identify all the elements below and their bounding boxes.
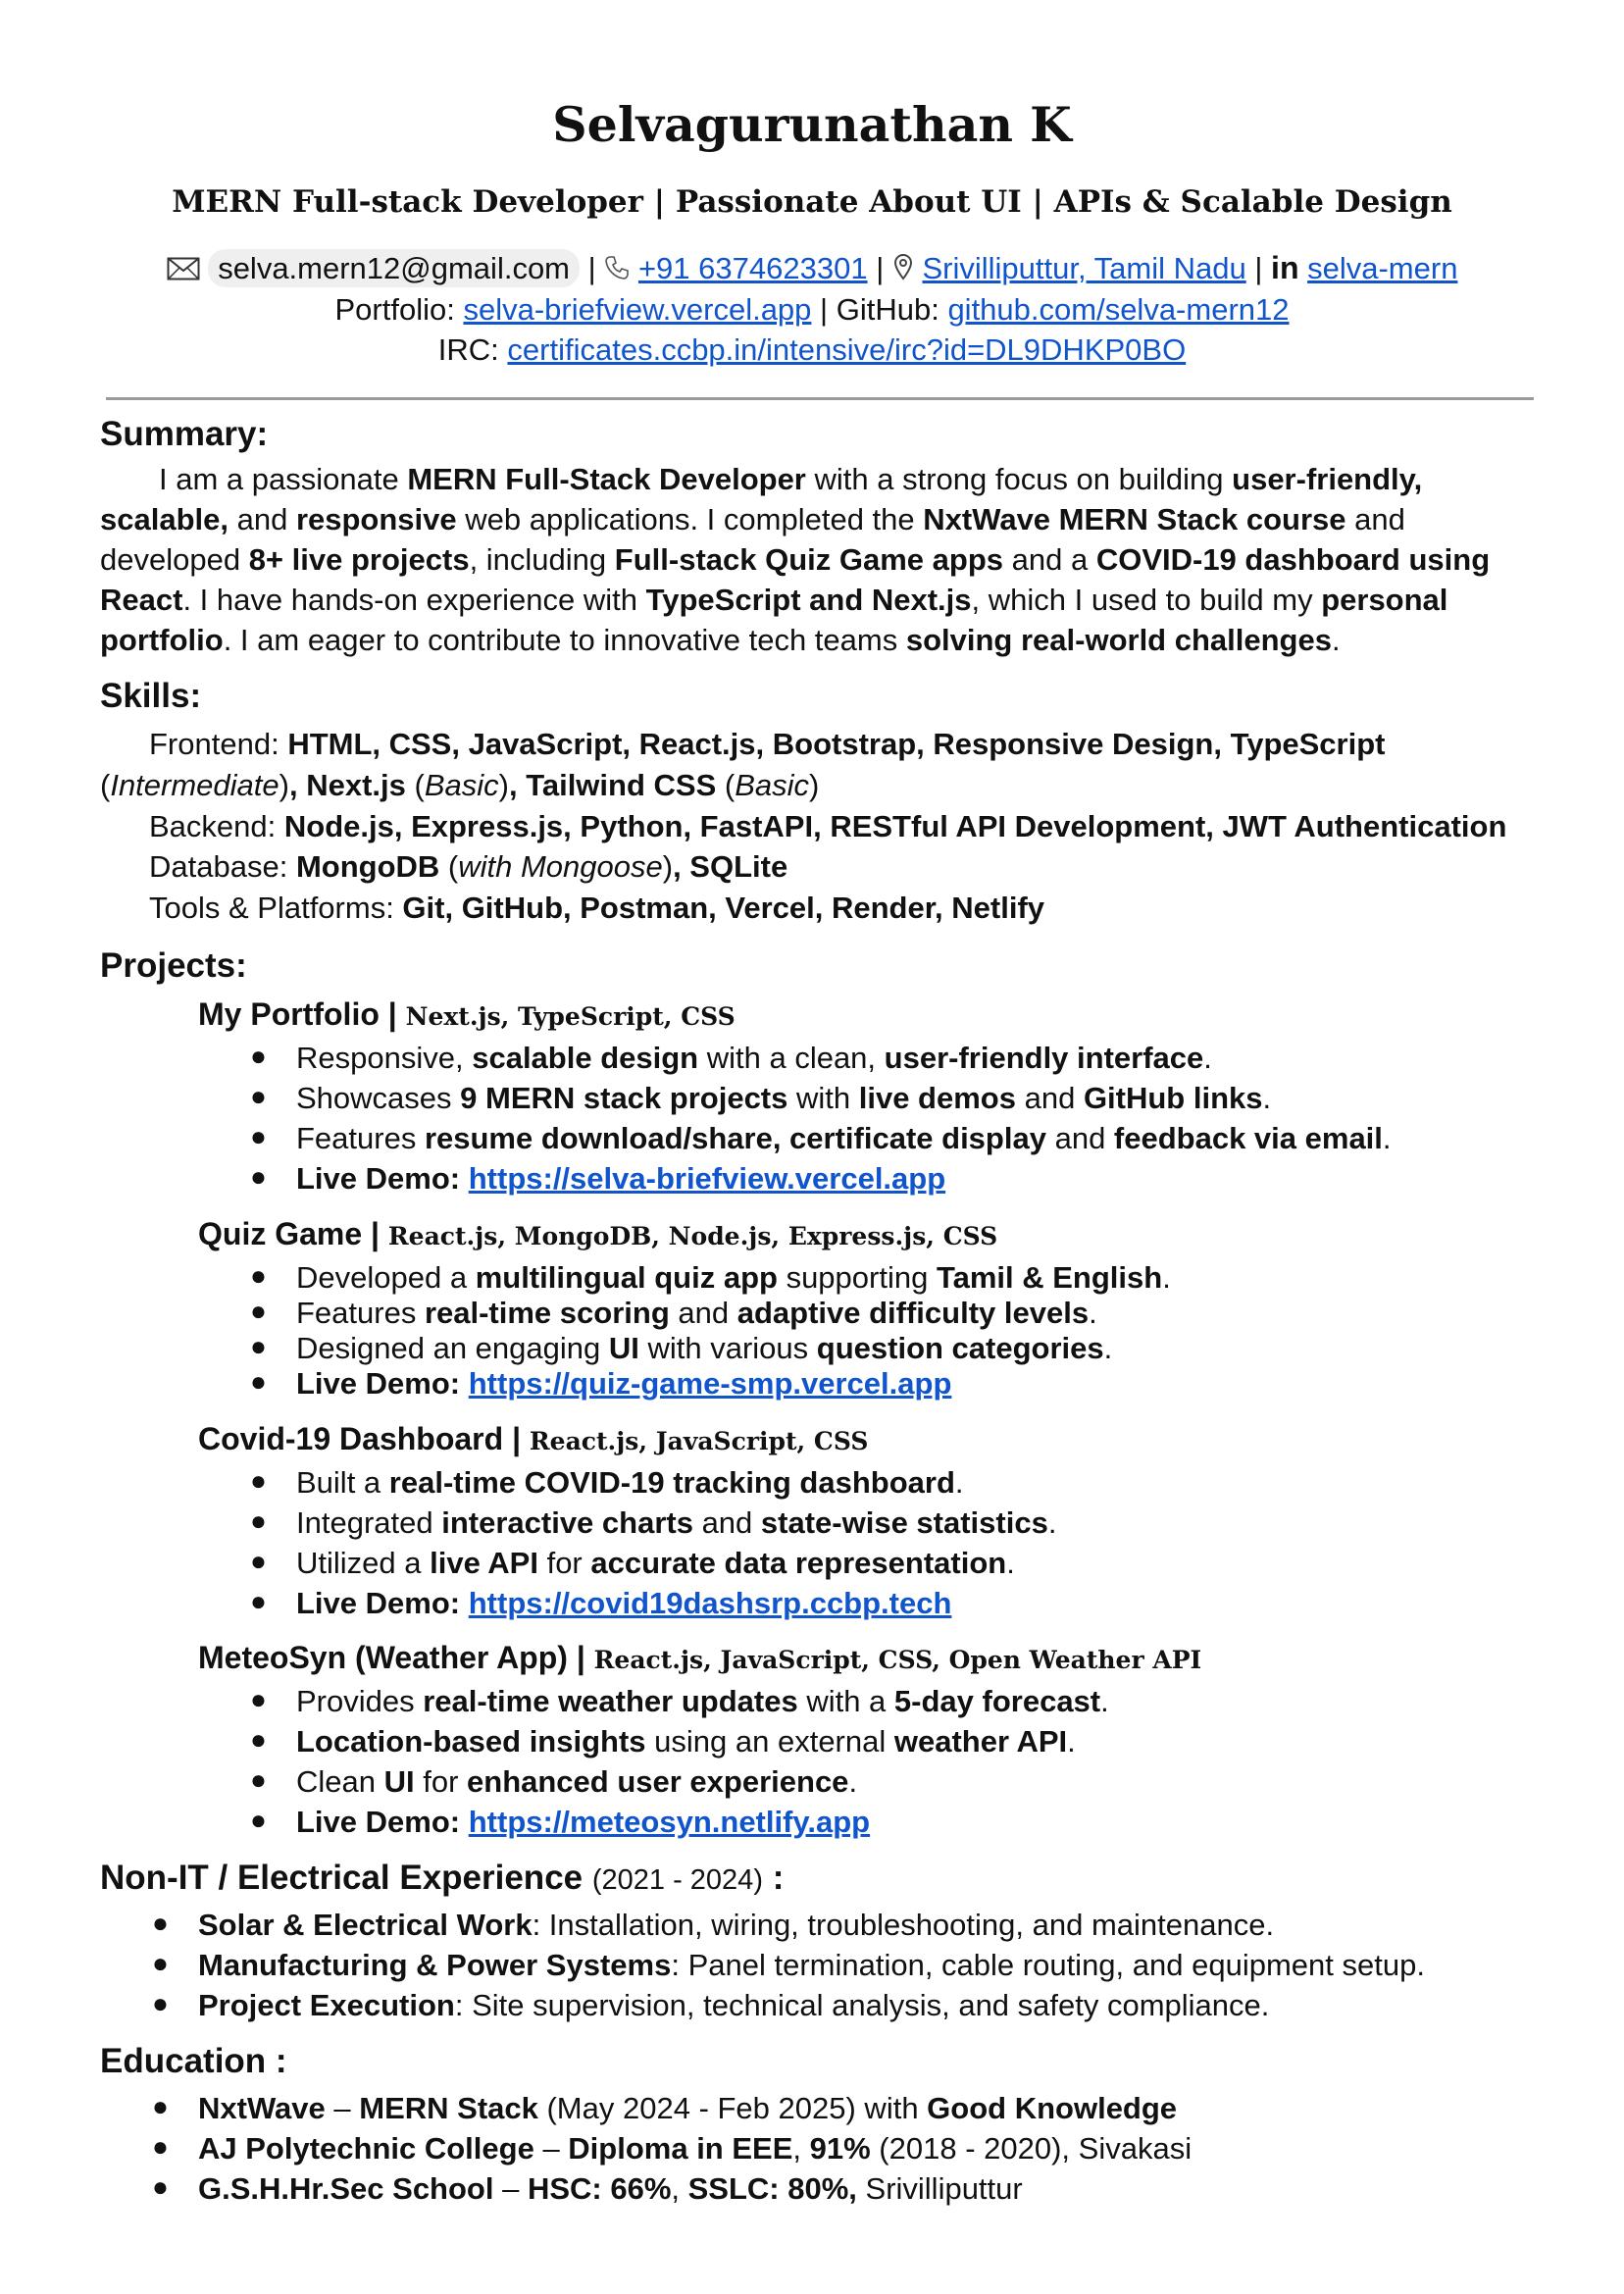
text: Developed a [296,1260,476,1295]
experience-colon: : [772,1859,785,1897]
skills-tools [149,891,1044,926]
experience-heading [100,1859,784,1898]
text: enhanced user experience [467,1764,849,1799]
text: AJ Polytechnic College [198,2131,534,2166]
linkedin-icon: in [1271,250,1299,285]
text: . [1103,1331,1113,1365]
text: Features [296,1121,425,1155]
text: Project Execution [198,1988,455,2022]
irc-label: IRC: [437,332,499,367]
summary-text: . I am eager to contribute to innovative tech teams [223,623,906,657]
text: UI [383,1764,415,1799]
text: – [325,2091,360,2125]
text: Showcases [296,1081,461,1115]
text: live API [430,1546,538,1580]
project-title [198,1216,997,1252]
text: Integrated [296,1505,442,1540]
bullet-icon: ● [250,1546,267,1576]
text: Tamil & English [936,1260,1163,1295]
text: – [493,2171,528,2206]
skill-level: with Mongoose [458,849,663,884]
github-label: | GitHub: [820,292,939,327]
summary-text: , including [469,542,615,577]
skills-label: Frontend: [149,727,288,761]
summary-text: TypeScript and Next.js [645,583,972,617]
summary-text: personal portfolio [100,583,1448,657]
text: with various [638,1331,817,1365]
header-divider [106,397,1534,400]
live-demo-link[interactable]: https://selva-briefview.vercel.app [468,1161,946,1196]
summary-heading: Summary: [100,415,269,453]
bullet-icon: ● [152,2131,169,2162]
phone-link[interactable]: +91 6374623301 [637,251,868,285]
phone-icon [604,253,630,288]
live-demo-link[interactable]: https://quiz-game-smp.vercel.app [468,1366,952,1401]
skills-backend [149,809,1506,844]
summary-text: responsive [295,502,457,536]
summary-text: and developed [100,502,1405,577]
separator: | [587,251,596,285]
skills-frontend-cont: (Intermediate), Next.js (Basic), Tailwind CSS (Basic) [100,768,820,802]
project-name: Covid-19 Dashboard | [198,1421,522,1456]
text: for [414,1764,468,1799]
text: G.S.H.Hr.Sec School [198,2171,494,2206]
bullet-icon: ● [250,1684,267,1714]
live-demo-label: Live Demo: [296,1161,461,1196]
experience-period: (2021 - 2024) [591,1864,763,1896]
text: . [1047,1505,1057,1540]
bullet-icon: ● [250,1260,267,1291]
text: . [1100,1684,1109,1718]
text: (2018 - 2020), Sivakasi [870,2131,1193,2166]
text: adaptive difficulty levels [736,1296,1090,1330]
text: GitHub links [1083,1081,1263,1115]
text: accurate data representation [590,1546,1007,1580]
bullet-icon: ● [250,1081,267,1111]
text: 9 MERN stack projects [460,1081,788,1115]
text: HSC: 66% [527,2171,672,2206]
projects-heading: Projects: [100,946,247,985]
text: multilingual quiz app [475,1260,778,1295]
live-demo-label: Live Demo: [296,1805,461,1839]
text: with [787,1081,859,1115]
text: question categories [816,1331,1104,1365]
project-name: My Portfolio | [198,996,397,1032]
text: . [1006,1546,1015,1580]
summary-text: user-friendly, scalable, [100,462,1423,536]
summary-text: and [228,502,296,536]
skills-database: Database: MongoDB (with Mongoose), SQLite [149,849,788,884]
text: feedback via email [1113,1121,1383,1155]
text: real-time scoring [424,1296,670,1330]
text: real-time weather updates [423,1684,798,1718]
contact-line [0,250,1624,288]
text: Designed an engaging [296,1331,609,1365]
text: MERN Stack [359,2091,538,2125]
text: . [1382,1121,1392,1155]
text: with a [797,1684,894,1718]
text: and [1015,1081,1084,1115]
text: 5-day forecast [893,1684,1101,1718]
skills-value: MongoDB [295,849,440,884]
skills-label: Tools & Platforms: [149,891,403,925]
bullet-icon: ● [152,1988,169,2018]
linkedin-link[interactable]: selva-mern [1307,251,1458,285]
summary-text: NxtWave MERN Stack course [923,502,1346,536]
project-tech: React.js, MongoDB, Node.js, Express.js, CSS [387,1222,998,1250]
irc-link[interactable]: certificates.ccbp.in/intensive/irc?id=DL9DHKP0BO [507,332,1187,367]
text: . [1162,1260,1171,1295]
text: (May 2024 - Feb 2025) with [537,2091,928,2125]
bullet-icon: ● [250,1331,267,1361]
skills-value: Node.js, Express.js, Python, FastAPI, RESTful API Development, JWT Authentication [283,809,1507,843]
separator: | [876,251,885,285]
text: Location-based insights [296,1724,646,1759]
skills-value: SQLite [689,849,788,884]
text: : Installation, wiring, troubleshooting, and maintenance. [532,1908,1275,1942]
bullet-icon: ● [152,1948,169,1978]
candidate-headline: MERN Full-stack Developer | Passionate About UI | APIs & Scalable Design [172,184,1452,220]
text: Diploma in EEE [568,2131,793,2166]
skills-label: Database: [149,849,296,884]
text: . [1262,1081,1272,1115]
text: Features [296,1296,425,1330]
summary-text: web applications. I completed the [456,502,924,536]
text: Good Knowledge [927,2091,1178,2125]
skills-value: Git, GitHub, Postman, Vercel, Render, Netlify [402,891,1045,925]
skills-frontend [149,727,1385,762]
text: Manufacturing & Power Systems [198,1948,672,1982]
text: using an external [645,1724,894,1759]
portfolio-label: Portfolio: [334,292,455,327]
summary-paragraph [100,459,1532,660]
live-demo-link[interactable]: https://covid19dashsrp.ccbp.tech [468,1586,952,1620]
text: weather API [893,1724,1068,1759]
text: . [1089,1296,1097,1330]
summary-text: COVID-19 dashboard using React [100,542,1491,617]
irc-line [0,332,1624,368]
live-demo-label: Live Demo: [296,1366,461,1401]
bullet-icon: ● [250,1764,267,1795]
separator: | [1254,251,1263,285]
bullet-icon: ● [152,2171,169,2202]
summary-text: and a [1003,542,1096,577]
email-chip[interactable]: selva.mern12@gmail.com [208,249,580,287]
text: . [954,1465,964,1500]
bullet-icon: ● [250,1505,267,1536]
text: with a clean, [698,1041,885,1075]
project-title [198,1640,1201,1676]
project-tech: React.js, JavaScript, CSS [529,1427,869,1455]
project-name: Quiz Game | [198,1216,380,1251]
live-demo-label: Live Demo: [296,1586,461,1620]
text: 91% [809,2131,871,2166]
portfolio-link[interactable]: selva-briefview.vercel.app [463,292,812,327]
summary-text: , which I used to build my [971,583,1322,617]
skill-level: Basic [424,768,499,802]
education-heading: Education : [100,2042,287,2080]
text: . [848,1764,858,1799]
text: . [1067,1724,1076,1759]
text: UI [608,1331,639,1365]
project-tech: React.js, JavaScript, CSS, Open Weather API [593,1646,1202,1674]
text: : Panel termination, cable routing, and equipment setup. [671,1948,1425,1982]
mail-icon [167,253,200,288]
summary-text: I am a passionate [159,462,408,496]
text: interactive charts [441,1505,693,1540]
text: supporting [777,1260,937,1295]
live-demo-link[interactable]: https://meteosyn.netlify.app [468,1805,871,1839]
portfolio-line [0,292,1624,328]
summary-text: solving real-world challenges [905,623,1332,657]
text: : Site supervision, technical analysis, and safety compliance. [454,1988,1270,2022]
text: state-wise statistics [760,1505,1048,1540]
text: user-friendly interface [884,1041,1204,1075]
text: Utilized a [296,1546,431,1580]
text: , [671,2171,688,2206]
text: SSLC: 80%, [687,2171,857,2206]
candidate-name: Selvagurunathan K [552,96,1072,153]
experience-title: Non-IT / Electrical Experience [100,1859,584,1897]
text: scalable design [472,1041,699,1075]
text: Built a [296,1465,389,1500]
summary-text: 8+ live projects [248,542,470,577]
text: and [692,1505,761,1540]
bullet-icon: ● [250,1296,267,1326]
skills-value: Tailwind CSS [526,768,717,802]
text: – [533,2131,569,2166]
bullet-icon: ● [250,1586,267,1616]
text: real-time COVID-19 tracking dashboard [388,1465,955,1500]
text: resume download/share, certificate display [424,1121,1046,1155]
bullet-icon: ● [152,1908,169,1938]
project-title [198,1421,868,1457]
text: live demos [858,1081,1016,1115]
text: . [1203,1041,1212,1075]
bullet-icon: ● [250,1724,267,1755]
summary-text: Full-stack Quiz Game apps [614,542,1003,577]
text: and [1045,1121,1114,1155]
skill-level: Basic [735,768,810,802]
project-tech: Next.js, TypeScript, CSS [405,1002,736,1031]
bullet-icon: ● [250,1161,267,1192]
bullet-icon: ● [152,2091,169,2121]
summary-text: MERN Full-Stack Developer [407,462,806,496]
text: for [537,1546,591,1580]
text: and [669,1296,737,1330]
text: Solar & Electrical Work [198,1908,533,1942]
skills-heading: Skills: [100,677,202,715]
skills-value: Next.js [306,768,406,802]
summary-text: . [1331,623,1341,657]
text: Srivilliputtur [856,2171,1023,2206]
summary-text: . I have hands-on experience with [182,583,646,617]
bullet-icon: ● [250,1366,267,1397]
text: Provides [296,1684,424,1718]
skills-value: HTML, CSS, JavaScript, React.js, Bootstrap, Responsive Design, TypeScript [287,727,1386,761]
summary-text: with a strong focus on building [805,462,1233,496]
bullet-icon: ● [250,1805,267,1835]
bullet-icon: ● [250,1041,267,1071]
text: Clean [296,1764,384,1799]
bullet-icon: ● [250,1121,267,1151]
text: , [792,2131,810,2166]
github-link[interactable]: github.com/selva-mern12 [947,292,1290,327]
location-pin-icon [892,253,914,288]
bullet-icon: ● [250,1465,267,1496]
skill-level: Intermediate [110,768,279,802]
project-name: MeteoSyn (Weather App) | [198,1640,585,1675]
skills-label: Backend: [149,809,284,843]
text: Responsive, [296,1041,473,1075]
location-link[interactable]: Srivilliputtur, Tamil Nadu [922,251,1246,285]
text: NxtWave [198,2091,326,2125]
project-title [198,996,736,1033]
